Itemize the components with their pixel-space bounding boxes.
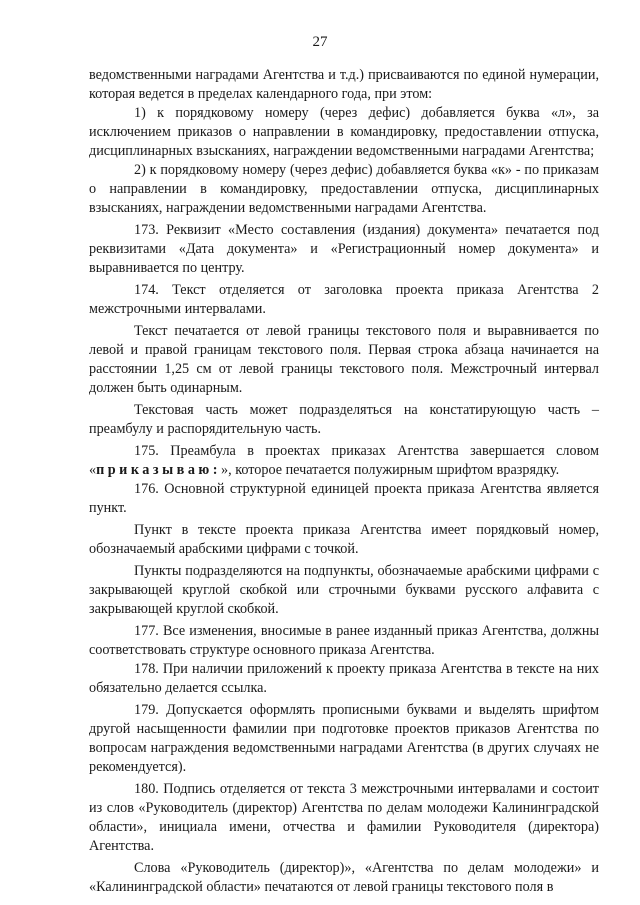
clause-175 [89,442,599,480]
document-body [89,66,599,897]
paragraph-continuation: ведомственными наградами Агентства и т.д.) присваиваются по единой нумерации, которая ведется в пределах календарного года, при этом: [89,67,599,102]
clause-177: 177. Все изменения, вносимые в ранее изданный приказ Агентства, должны соответствовать структуре основного приказа Агентства. [89,623,599,658]
list-item-1: 1) к порядковому номеру (через дефис) добавляется буква «л», за исключением приказов о направлении в командировку, предоставлении отпуска, дисциплинарных взысканиях, награждении ведомственными наградами Агентства; [89,105,599,159]
paragraph-subitems: Пункты подразделяются на подпункты, обозначаемые арабскими цифрами с закрывающей круглой скобкой или строчными буквами русского алфавита с закрывающей круглой скобкой. [89,563,599,617]
clause-174: 174. Текст отделяется от заголовка проекта приказа Агентства 2 межстрочными интервалами. [89,282,599,317]
page-number: 27 [312,34,328,50]
paragraph-signature-words: Слова «Руководитель (директор)», «Агентства по делам молодежи» и «Калининградской области» печатаются от левой границы текстового поля в [89,860,599,895]
clause-173: 173. Реквизит «Место составления (издания) документа» печатается под реквизитами «Дата документа» и «Регистрационный номер документа» и выравнивается по центру. [89,222,599,276]
clause-175-lead: 175. Преамбула в проектах приказах Агентства завершается словом « [89,443,599,478]
spaced-bold-word: приказываю: [96,462,221,478]
clause-176: 176. Основной структурной единицей проекта приказа Агентства является пункт. [89,481,599,516]
paragraph-text-parts: Текстовая часть может подразделяться на констатирующую часть – преамбулу и распорядительную часть. [89,402,599,437]
clause-180: 180. Подпись отделяется от текста 3 межстрочными интервалами и состоит из слов «Руководитель (директор) Агентства по делам молодежи Калининградской области», инициала имени, отчества и фамилии Руководителя (директора) Агентства. [89,781,599,854]
list-item-2: 2) к порядковому номеру (через дефис) добавляется буква «к» - по приказам о направлении в командировку, предоставлении отпуска, дисциплинарных взысканиях, награждении ведомственными наградами Агентства. [89,162,599,216]
clause-179: 179. Допускается оформлять прописными буквами и выделять шрифтом другой насыщенности фамилии при подготовке проектов приказов Агентства по вопросам награждения ведомственными наградами Агентства (в других случаях не рекомендуется). [89,702,599,775]
paragraph-item-numbering: Пункт в тексте проекта приказа Агентства имеет порядковый номер, обозначаемый арабскими цифрами с точкой. [89,522,599,557]
paragraph-text-format: Текст печатается от левой границы текстового поля и выравнивается по левой и правой границам текстового поля. Первая строка абзаца начинается на расстоянии 1,25 см от левой границы текстового поля. Межстрочный интервал должен быть одинарным. [89,323,599,396]
clause-178: 178. При наличии приложений к проекту приказа Агентства в тексте на них обязательно делается ссылка. [89,661,599,696]
clause-175-tail: », которое печатается полужирным шрифтом вразрядку. [221,462,560,478]
